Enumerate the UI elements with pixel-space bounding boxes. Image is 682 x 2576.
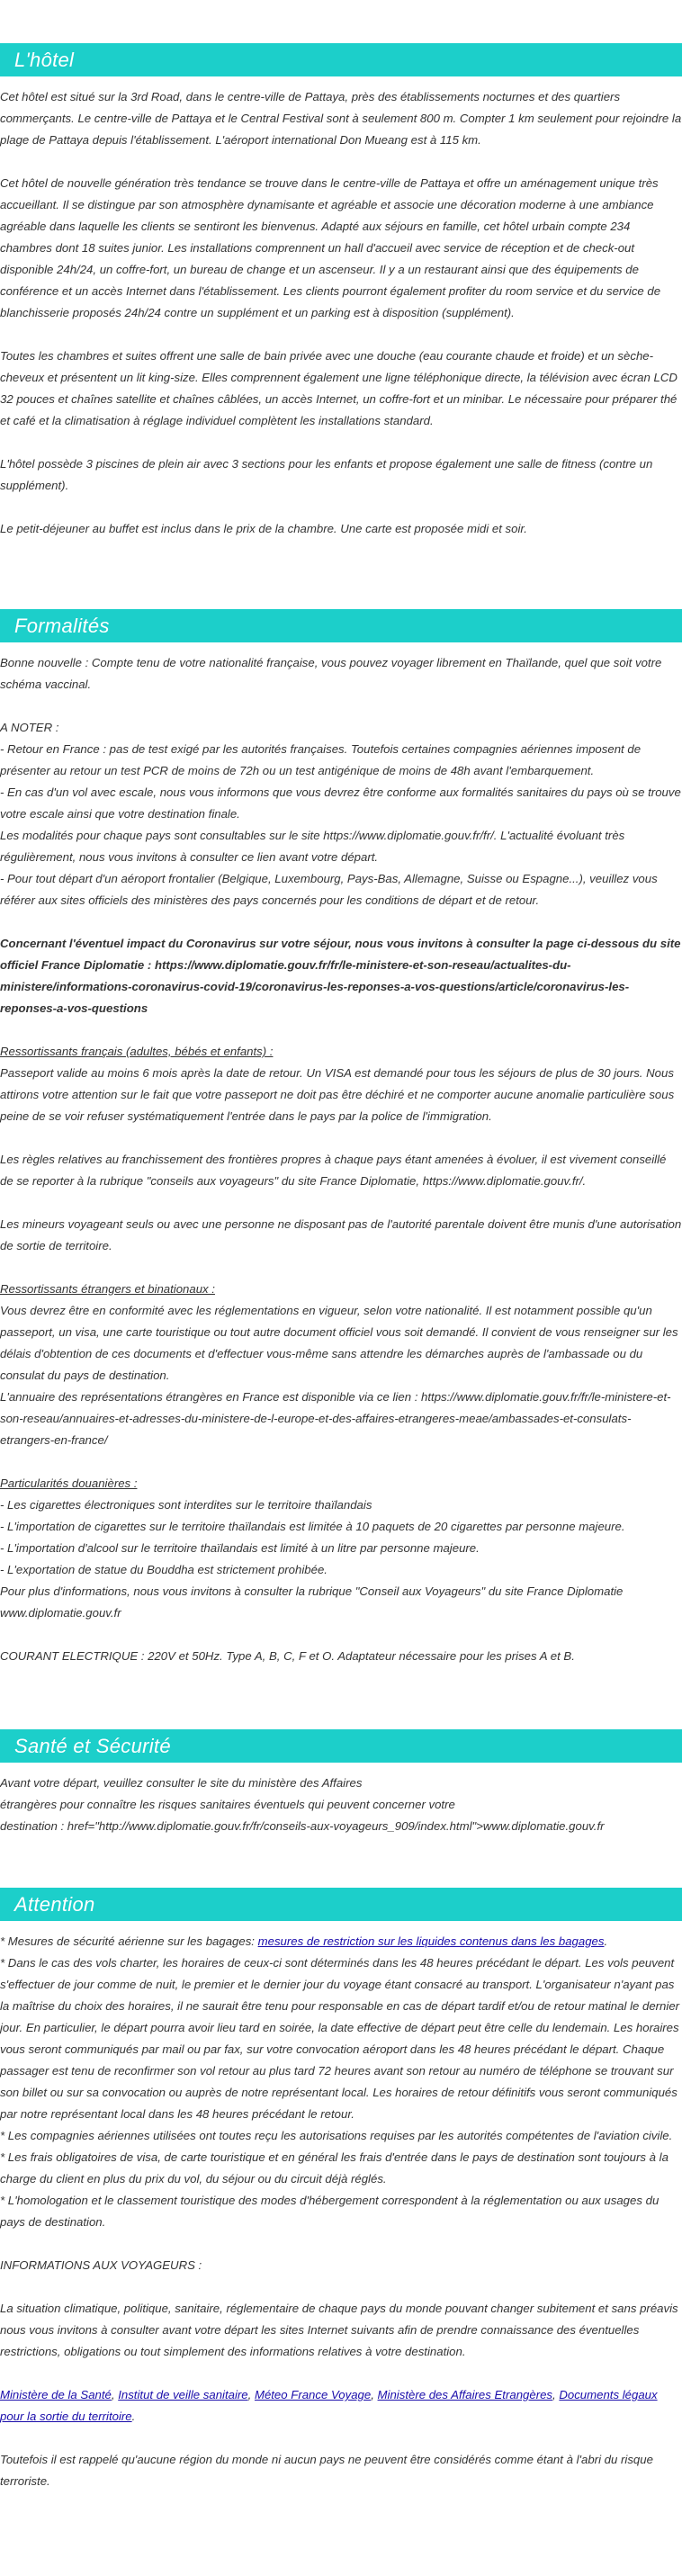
attention-infos-text: La situation climatique, politique, sanitaire, réglementaire de chaque pays du monde pouvant changer subitement et sans préavis nous vous invitons à consulter avant votre départ les sites Internet suivants afin de prendre connaissance des éventuelles restrictions, obligations ou tout simplement des informations relatives à votre destination. <box>0 2302 678 2358</box>
formalites-intro: Bonne nouvelle : Compte tenu de votre nationalité française, vous pouvez voyager librement en Thaïlande, quel que soit votre schéma vaccinal. <box>0 656 662 691</box>
formalites-customs-item: - L'importation de cigarettes sur le territoire thaïlandais est limitée à 10 paquets de 20 cigarettes par personne majeure. <box>0 1520 625 1533</box>
formalites-covid-notice: Concernant l'éventuel impact du Coronavirus sur votre séjour, nous vous invitons à consulter la page ci-dessous du site officiel France Diplomatie : https://www.diplomatie.gouv.fr/fr/le-ministere-et-son-reseau/actualites-du-ministere/informations-coronavirus-covid-19/coronavirus-les-reponses-a-vos-questions/article/coronavirus-les-reponses-a-vos-questions <box>0 937 681 1015</box>
attention-section-body <box>0 1931 682 2492</box>
sante-line: destination : href="http://www.diplomatie.gouv.fr/fr/conseils-aux-voyageurs_909/index.html">www.diplomatie.gouv.fr <box>0 1819 605 1833</box>
hotel-location-paragraph: Cet hôtel est situé sur la 3rd Road, dans le centre-ville de Pattaya, près des établissements nocturnes et des quartiers commerçants. Le centre-ville de Pattaya et le Central Festival sont à seulement 800 m. Compter 1 km seulement pour rejoindre la plage de Pattaya depuis l'établissement. L'aéroport international Don Mueang est à 115 km. <box>0 90 682 147</box>
liquids-restriction-link[interactable]: mesures de restriction sur les liquides contenus dans les bagages <box>257 1934 605 1948</box>
hotel-pools-paragraph: L'hôtel possède 3 piscines de plein air avec 3 sections pour les enfants et propose également une salle de fitness (contre un supplément). <box>0 457 653 492</box>
formalites-foreign-text: Vous devrez être en conformité avec les réglementations en vigueur, selon votre nationalité. Il est notamment possible qu'un passeport, un visa, une carte touristique ou tout autre document officiel vous soit demandé. Il convient de vous renseigner sur les délais d'obtention de ces documents et d'effectuer vous-même sans attendre les démarches auprès de l'ambassade ou du consulat du pays de destination. <box>0 1304 678 1382</box>
formalites-french-text: Passeport valide au moins 6 mois après la date de retour. Un VISA est demandé pour tous les séjours de plus de 30 jours. Nous attirons votre attention sur le fait que votre passeport ne doit pas être déchiré et ne comporter aucune anomalie particulière sous peine de se voir refuser systématiquement l'entrée dans le pays par la police de l'immigration. <box>0 1066 675 1123</box>
formalites-note-escale: - En cas d'un vol avec escale, nous vous informons que vous devrez être conforme aux formalités sanitaires du pays où se trouve votre escale ainsi que votre destination finale. <box>0 785 681 821</box>
sante-section-title: Santé et Sécurité <box>0 1729 682 1763</box>
sante-line: Avant votre départ, veuillez consulter le site du ministère des Affaires <box>0 1776 363 1790</box>
attention-section-title: Attention <box>0 1888 682 1921</box>
formalites-note-frontalier: - Pour tout départ d'un aéroport frontalier (Belgique, Luxembourg, Pays-Bas, Allemagne, Suisse ou Espagne...), veuillez vous référer aux sites officiels des ministères des pays concernés pour les conditions de départ et de retour. <box>0 872 658 907</box>
formalites-note-heading: A NOTER : <box>0 721 59 734</box>
attention-fees-item: * Les frais obligatoires de visa, de carte touristique et en général les frais d'entrée dans le pays de destination sont toujours à la charge du client en plus du prix du vol, du séjour ou du circuit déjà réglés. <box>0 2150 669 2186</box>
hotel-description-paragraph: Cet hôtel de nouvelle génération très tendance se trouve dans le centre-ville de Pattaya et offre un aménagement unique très accueillant. Il se distingue par son atmosphère dynamisante et agréable et associe une décoration moderne à une ambiance agréable dans laquelle les clients se sentiront les bienvenus. Adapté aux séjours en famille, cet hôtel urbain compte 234 chambres dont 18 suites junior. Les installations comprennent un hall d'accueil avec service de réception et de check-out disponible 24h/24, un coffre-fort, un bureau de change et un ascenseur. Il y a un restaurant ainsi que des équipements de conférence et un accès Internet dans l'établissement. Les clients pourront également profiter du room service et du service de blanchisserie proposés 24h/24 contre un supplément et un parking est à disposition (supplément). <box>0 176 661 319</box>
formalites-customs-more: Pour plus d'informations, nous vous invitons à consulter la rubrique "Conseil aux Voyageurs" du site France Diplomatie www.diplomatie.gouv.fr <box>0 1584 624 1620</box>
formalites-section-title: Formalités <box>0 609 682 642</box>
formalites-customs-item: - Les cigarettes électroniques sont interdites sur le territoire thaïlandais <box>0 1498 372 1512</box>
veille-sanitaire-link[interactable]: Institut de veille sanitaire <box>118 2388 248 2401</box>
formalites-customs-heading: Particularités douanières : <box>0 1476 138 1490</box>
formalites-mineurs: Les mineurs voyageant seuls ou avec une personne ne disposant pas de l'autorité parentale doivent être munis d'une autorisation de sortie de territoire. <box>0 1217 682 1252</box>
hotel-breakfast-paragraph: Le petit-déjeuner au buffet est inclus dans le prix de la chambre. Une carte est proposée midi et soir. <box>0 522 527 535</box>
attention-terrorism-notice: Toutefois il est rappelé qu'aucune région du monde ni aucun pays ne peuvent être considérés comme étant à l'abri du risque terroriste. <box>0 2453 653 2488</box>
hotel-rooms-paragraph: Toutes les chambres et suites offrent une salle de bain privée avec une douche (eau courante chaude et froide) et un sèche-cheveux et présentent un lit king-size. Elles comprennent également une ligne téléphonique directe, la télévision avec écran LCD 32 pouces et chaînes satellite et chaînes câblées, un accès Internet, un coffre-fort et un minibar. Le nécessaire pour préparer thé et café et la climatisation à réglage individuel complètent les installations standard. <box>0 349 678 427</box>
attention-baggage-item: * Mesures de sécurité aérienne sur les bagages: mesures de restriction sur les liquides contenus dans les bagages. <box>0 1934 608 1948</box>
documents-legaux-link[interactable]: Documents légaux pour la sortie du territoire <box>0 2388 658 2423</box>
formalites-foreign-annuaire: L'annuaire des représentations étrangères en France est disponible via ce lien : https://www.diplomatie.gouv.fr/fr/le-ministere-et-son-reseau/annuaires-et-adresses-du-ministere-de-l-europe-et-des-affaires-etrangeres-meae/ambassades-et-consulats-etrangers-en-france/ <box>0 1390 671 1447</box>
formalites-foreign-heading: Ressortissants étrangers et binationaux : <box>0 1282 215 1296</box>
hotel-section-title: L'hôtel <box>0 43 682 76</box>
sante-line: étrangères pour connaître les risques sanitaires éventuels qui peuvent concerner votre <box>0 1798 455 1811</box>
ministere-sante-link[interactable]: Ministère de la Santé <box>0 2388 112 2401</box>
attention-links-line: Ministère de la Santé, Institut de veille sanitaire, Méteo France Voyage, Ministère des Affaires Etrangères, Documents légaux pour la sortie du territoire. <box>0 2388 658 2423</box>
attention-homologation-item: * L'homologation et le classement touristique des modes d'hébergement correspondent à la réglementation ou aux usages du pays de destination. <box>0 2194 660 2229</box>
formalites-note-retour: - Retour en France : pas de test exigé par les autorités françaises. Toutefois certaines compagnies aériennes imposent de présenter au retour un test PCR de moins de 72h ou un test antigénique de moins de 48h avant l'embarquement. <box>0 742 642 777</box>
attention-charter-item: * Dans le cas des vols charter, les horaires de ceux-ci sont déterminés dans les 48 heures précédant le départ. Les vols peuvent s'effectuer de jour comme de nuit, le premier et le dernier jour du voyage étant consacré au transport. L'organisateur n'ayant pas la maîtrise du choix des horaires, il ne saurait être tenu pour responsable en cas de départ tardif et/ou de retour matinal le dernier jour. En particulier, le départ pourra avoir lieu tard en soirée, la date effective de départ peut être celle du lendemain. Les horaires vous seront communiqués par mail ou par fax, sur votre convocation aéroport dans les 48 heures précédant le départ. Chaque passager est tenu de reconfirmer son vol retour au plus tard 72 heures avant son retour au numéro de téléphone se trouvant sur son billet ou sur sa convocation ou auprès de notre représentant local. Les horaires de retour définitifs vous seront communiqués par notre représentant local dans les 48 heures précédant le retour. <box>0 1956 680 2121</box>
attention-infos-heading: INFORMATIONS AUX VOYAGEURS : <box>0 2258 202 2272</box>
formalites-customs-item: - L'exportation de statue du Bouddha est strictement prohibée. <box>0 1563 328 1576</box>
sante-section-body <box>0 1773 682 1837</box>
formalites-note-modalites: Les modalités pour chaque pays sont consultables sur le site https://www.diplomatie.gouv.fr/fr/. L'actualité évoluant très régulièrement, nous vous invitons à consulter ce lien avant votre départ. <box>0 829 625 864</box>
formalites-customs-item: - L'importation d'alcool sur le territoire thaïlandais est limité à un litre par personne majeure. <box>0 1541 480 1555</box>
formalites-regles: Les règles relatives au franchissement des frontières propres à chaque pays étant amenées à évoluer, il est vivement conseillé de se reporter à la rubrique "conseils aux voyageurs" du site France Diplomatie, https://www.diplomatie.gouv.fr/. <box>0 1153 667 1188</box>
hotel-section-body <box>0 86 682 540</box>
formalites-electric-current: COURANT ELECTRIQUE : 220V et 50Hz. Type A, B, C, F et O. Adaptateur nécessaire pour les prises A et B. <box>0 1649 575 1663</box>
meteo-france-link[interactable]: Méteo France Voyage <box>254 2388 372 2401</box>
formalites-section-body <box>0 652 682 1667</box>
attention-airlines-item: * Les compagnies aériennes utilisées ont toutes reçu les autorisations requises par les autorités compétentes de l'aviation civile. <box>0 2129 673 2142</box>
affaires-etrangeres-link[interactable]: Ministère des Affaires Etrangères <box>377 2388 553 2401</box>
formalites-french-heading: Ressortissants français (adultes, bébés et enfants) : <box>0 1045 274 1058</box>
